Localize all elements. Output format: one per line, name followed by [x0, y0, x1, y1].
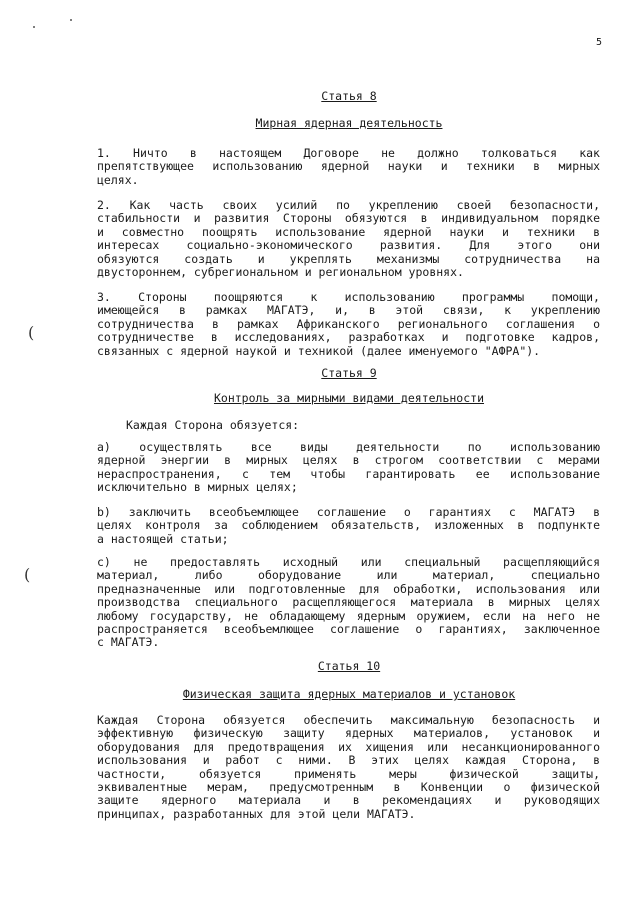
article-10-paragraph-1	[97, 714, 600, 821]
text-line: 2. Как часть своих усилий по укреплению своей безопасности,	[97, 198, 600, 212]
text-line: принципах, разработанных для этой цели МАГАТЭ.	[97, 806, 416, 821]
text-line: эффективную физическую защиту ядерных материалов, установок и	[97, 726, 600, 741]
text-line: c) не предоставлять исходный или специальный расщепляющийся	[97, 555, 600, 569]
text-line: с МАГАТЭ.	[97, 635, 160, 650]
text-line: оборудования для предотвращения их хищения или несанкционированного	[97, 739, 600, 754]
text-line: предназначенные или подготовленные для обработки, использования или	[97, 581, 600, 596]
scan-speck	[70, 19, 72, 21]
text-line: целях контроля за соблюдением обязательств, изложенных в подпункте	[97, 518, 600, 533]
article-10-subtitle: Физическая защита ядерных материалов и установок	[182, 687, 516, 701]
text-line: двустороннем, субрегиональном и региональном уровнях.	[97, 265, 464, 280]
article-9-intro: Каждая Сторона обязуется:	[126, 418, 300, 432]
article-8-title: Статья 8	[321, 89, 377, 103]
text-line: 1. Ничто в настоящем Договоре не должно толковаться как	[97, 146, 600, 160]
text-line: ядерной энергии в мирных целях в строгом соответствии с мерами	[97, 453, 600, 468]
article-10-title: Статья 10	[317, 659, 381, 673]
binding-hole-mark: (	[24, 565, 31, 584]
article-8-paragraph-3	[97, 291, 600, 358]
article-9-paragraph-a	[97, 441, 600, 495]
text-line: эквивалентные мерам, предусмотренным в Конвенции о физической	[97, 780, 600, 795]
text-line: любому государству, не обладающему ядерным оружием, если на него не	[97, 608, 600, 623]
text-line: исключительно в мирных целях;	[97, 480, 298, 495]
article-9-title: Статья 9	[321, 366, 377, 380]
text-line: Каждая Сторона обязуется обеспечить максимальную безопасность и	[97, 713, 600, 727]
text-line: сотрудничества в рамках Африканского регионального соглашения о	[97, 316, 600, 331]
text-line: b) заключить всеобъемлющее соглашение о гарантиях с МАГАТЭ в	[97, 505, 600, 519]
text-line: защите ядерного материала и в рекомендациях и руководящих	[97, 793, 600, 808]
page-number: 5	[596, 37, 603, 48]
scan-speck	[33, 26, 35, 28]
text-line: распространяется всеобъемлющее соглашение о гарантиях, заключенное	[97, 622, 600, 637]
binding-hole-mark: (	[28, 323, 35, 342]
text-line: целях.	[97, 172, 139, 187]
article-8-subtitle: Мирная ядерная деятельность	[255, 116, 443, 130]
text-line: производства специального расщепляющегося материала в мирных целях	[97, 595, 600, 610]
text-line: препятствующее использованию ядерной науки и техники в мирных	[97, 159, 600, 174]
article-9-paragraph-c	[97, 556, 600, 650]
text-line: частности, обязуется применять меры физической защиты,	[97, 766, 600, 781]
article-8-paragraph-2	[97, 199, 600, 279]
text-line: стабильности и развития Стороны обязуются в индивидуальном порядке	[97, 211, 600, 226]
text-line: и совместно поощрять использование ядерной науки и техники в	[97, 224, 600, 239]
article-9-paragraph-b	[97, 506, 600, 546]
text-line: нераспространения, с тем чтобы гарантировать ее использование	[97, 466, 600, 481]
text-line: интересах социально-экономического развития. Для этого они	[97, 238, 600, 253]
text-line: связанных с ядерной наукой и техникой (далее именуемого "АФРА").	[97, 343, 541, 358]
text-line: а настоящей статьи;	[97, 531, 229, 546]
text-line: имеющейся в рамках МАГАТЭ, и, в этой связи, к укреплению	[97, 303, 600, 318]
text-line: сотрудничестве в исследованиях, разработках и подготовке кадров,	[97, 330, 600, 345]
text-line: а) осуществлять все виды деятельности по использованию	[97, 440, 600, 454]
text-line: использования и работ с ними. В этих целях каждая Сторона, в	[97, 753, 600, 768]
text-line: 3. Стороны поощряются к использованию программы помощи,	[97, 290, 600, 304]
article-8-paragraph-1	[97, 147, 600, 187]
text-line: обязуются создать и укреплять механизмы сотрудничества на	[97, 251, 600, 266]
text-line: материал, либо оборудование или материал, специально	[97, 568, 600, 583]
article-9-subtitle: Контроль за мирными видами деятельности	[213, 391, 485, 405]
